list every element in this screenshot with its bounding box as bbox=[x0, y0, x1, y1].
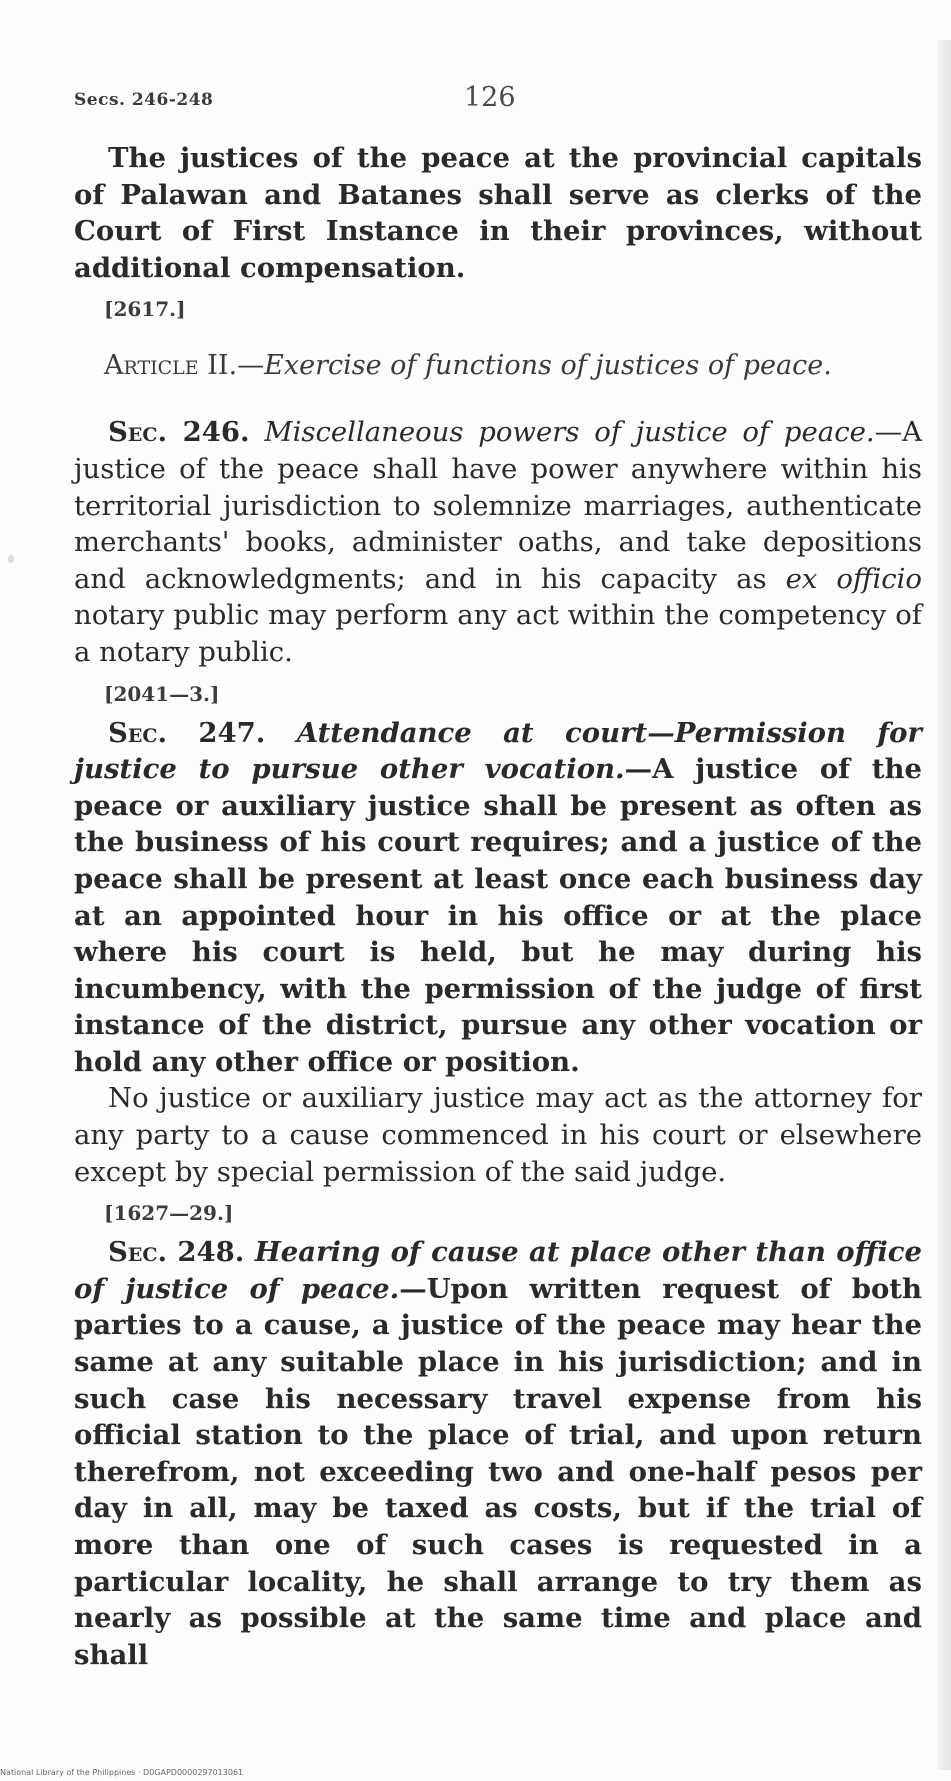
section-246-heading: Miscellaneous powers of justice of peace. bbox=[264, 416, 875, 449]
article-heading bbox=[104, 348, 922, 384]
scan-source-footer: National Library of the Philippines · D0GAPD0000297013061 bbox=[0, 1768, 244, 1777]
intro-paragraph: The justices of the peace at the provincial capitals of Palawan and Batanes shall serve as clerks of the Court of First Instance in their provinces, without additional compensation. bbox=[74, 142, 922, 284]
page-number: 126 bbox=[464, 82, 516, 113]
section-248-label: Sec. 248. bbox=[108, 1236, 245, 1269]
section-246-text-a: —A justice of the peace shall have power anywhere within his territorial jurisdiction to solemnize marriages, authenticate merchants' books, administer oaths, and take depositions and acknowledgments; and in his capacity as bbox=[74, 416, 922, 595]
scan-smudge bbox=[8, 555, 14, 563]
article-title: —Exercise of functions of justices of peace. bbox=[237, 350, 832, 382]
article-label: Article II. bbox=[104, 350, 238, 382]
page-edge-shadow bbox=[937, 40, 951, 1770]
section-247-text: —A justice of the peace or auxiliary justice shall be present as often as the business of his court requires; and a justice of the peace shall be present at least once each business day at an appointed hour in his office or at the place where his court is held, but he may during his incumbency, with the permission of the judge of first instance of the district, pursue any other vocation or hold any other office or position. bbox=[74, 753, 922, 1078]
section-246-citation: [2041—3.] bbox=[104, 681, 220, 706]
section-246-ex-officio: ex officio bbox=[785, 562, 922, 595]
section-247-heading: Attendance at court—Permission for justice to pursue other vocation. bbox=[74, 716, 922, 786]
section-246-label: Sec. 246. bbox=[108, 416, 250, 449]
section-246 bbox=[74, 414, 922, 670]
section-247-label: Sec. 247. bbox=[108, 716, 266, 749]
page-header bbox=[74, 80, 914, 120]
section-246-text-b: notary public may perform any act within the competency of a notary public. bbox=[74, 599, 922, 668]
section-247-paragraph-2: No justice or auxiliary justice may act as the attorney for any party to a cause commenced in his court or elsewhere except by special permission of the said judge. bbox=[74, 1082, 922, 1188]
section-248 bbox=[74, 1234, 922, 1673]
section-248-text: —Upon written request of both parties to a cause, a justice of the peace may hear the same at any suitable place in his jurisdiction; and in such case his necessary travel expense from his official station to the place of trial, and upon return therefrom, not exceeding two and one-half pesos per day in all, may be taxed as costs, but if the trial of more than one of such cases is requested in a particular locality, he shall arrange to try them as nearly as possible at the same time and place and shall bbox=[74, 1272, 922, 1671]
section-247-citation: [1627—29.] bbox=[104, 1201, 234, 1226]
page-body bbox=[74, 140, 922, 1673]
section-248-heading: Hearing of cause at place other than office of justice of peace. bbox=[74, 1236, 923, 1305]
intro-citation: [2617.] bbox=[104, 297, 186, 322]
section-range: Secs. 246-248 bbox=[74, 90, 214, 110]
section-247 bbox=[74, 715, 922, 1081]
